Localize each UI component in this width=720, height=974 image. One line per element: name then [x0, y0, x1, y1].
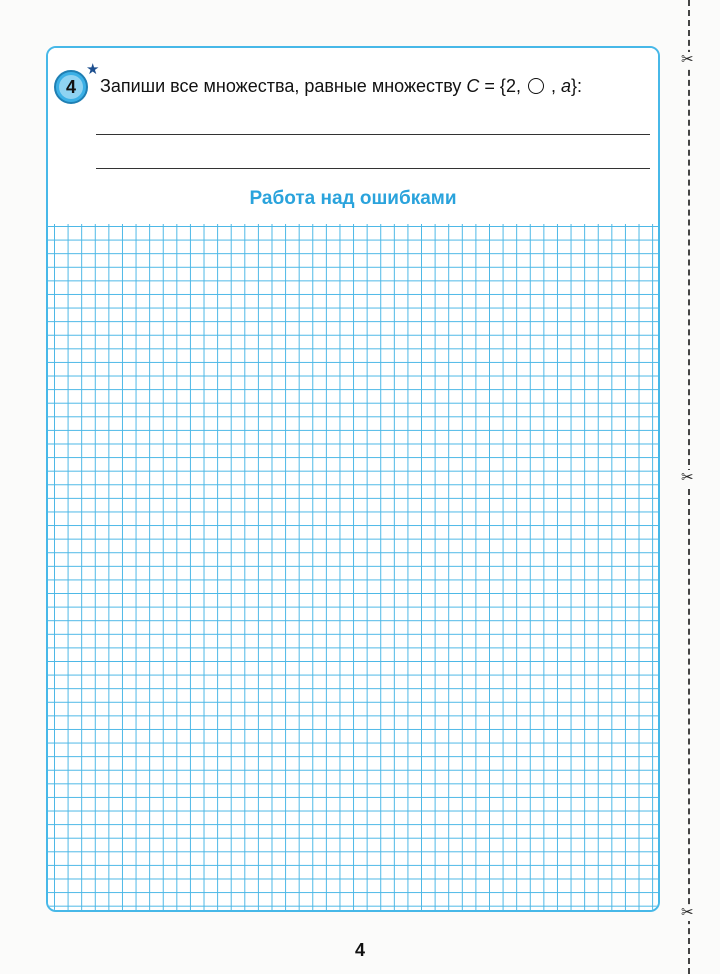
task-header [48, 48, 658, 224]
task-number-badge [54, 70, 88, 104]
set-name: C [466, 76, 480, 96]
grid-workspace[interactable] [48, 224, 658, 910]
circle-placeholder-icon [528, 78, 544, 94]
cut-line [688, 0, 690, 974]
scissors-icon: ✂ [681, 904, 694, 921]
answer-line-2[interactable] [96, 168, 650, 169]
set-close: }: [571, 76, 583, 96]
page-number: 4 [354, 940, 365, 960]
scissors-icon: ✂ [681, 469, 694, 486]
answer-line-1[interactable] [96, 134, 650, 135]
task-text [100, 76, 582, 97]
task-text-main: Запиши все множества, равные множеству [100, 76, 467, 96]
set-open: = {2, [479, 76, 526, 96]
scissors-icon: ✂ [681, 51, 694, 68]
star-icon: ★ [86, 61, 100, 78]
worksheet-frame [46, 46, 660, 912]
section-title: Работа над ошибками [249, 188, 457, 209]
set-separator: , [545, 76, 561, 96]
set-element-a: a [560, 76, 571, 96]
task-number: 4 [59, 75, 83, 99]
